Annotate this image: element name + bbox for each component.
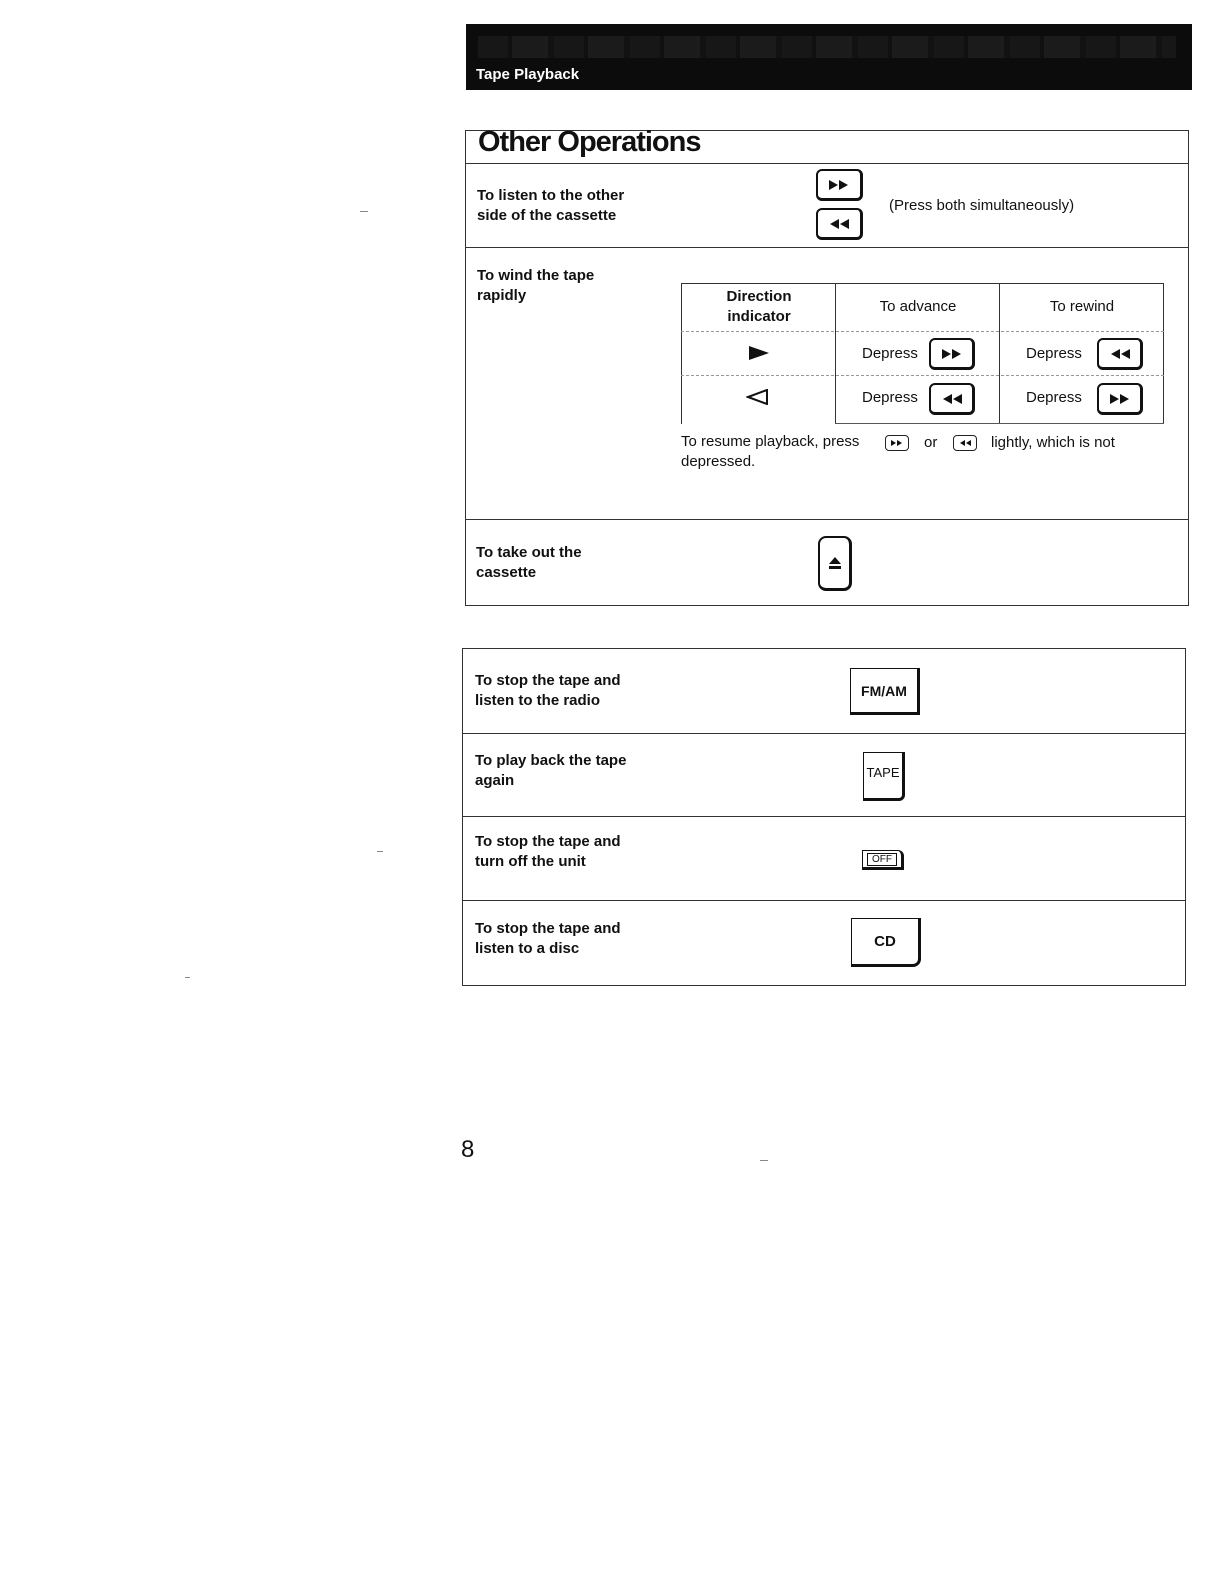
fast-forward-button[interactable] bbox=[929, 338, 975, 370]
tape-button[interactable]: TAPE bbox=[863, 752, 905, 801]
table-divider bbox=[681, 375, 1164, 376]
row-label-off: To stop the tape and turn off the unit bbox=[475, 833, 621, 870]
depress-label: Depress bbox=[862, 389, 918, 406]
to-advance-header: To advance bbox=[879, 298, 957, 315]
scan-speck bbox=[377, 851, 383, 852]
divider bbox=[465, 519, 1189, 520]
resume-text-part1: To resume playback, press bbox=[681, 433, 860, 450]
fast-forward-small-button[interactable] bbox=[885, 435, 909, 451]
scan-speck bbox=[360, 211, 368, 212]
rewind-button[interactable] bbox=[929, 383, 975, 415]
divider bbox=[465, 163, 1189, 164]
reverse-direction-icon bbox=[746, 389, 768, 405]
direction-indicator-header: Direction indicator bbox=[726, 288, 792, 325]
resume-text-part2: lightly, which is not bbox=[991, 434, 1115, 451]
fast-forward-icon bbox=[891, 440, 903, 446]
fast-forward-icon bbox=[828, 179, 850, 191]
fast-forward-icon bbox=[941, 348, 963, 360]
depress-label: Depress bbox=[862, 345, 918, 362]
row-label-tape: To play back the tape again bbox=[475, 752, 627, 789]
fast-forward-button[interactable] bbox=[1097, 383, 1143, 415]
row-label-eject: To take out the cassette bbox=[476, 544, 582, 581]
off-button-label: OFF bbox=[867, 853, 897, 866]
table-divider bbox=[681, 331, 1164, 332]
rewind-button[interactable] bbox=[816, 208, 863, 240]
header-decoration bbox=[478, 36, 1176, 58]
table-divider bbox=[835, 423, 1164, 424]
table-divider bbox=[835, 283, 836, 424]
cd-button[interactable]: CD bbox=[851, 918, 921, 967]
divider bbox=[465, 247, 1189, 248]
divider bbox=[462, 900, 1186, 901]
header-bar bbox=[466, 24, 1192, 90]
rewind-icon bbox=[828, 218, 850, 230]
simultaneous-note: (Press both simultaneously) bbox=[889, 197, 1075, 214]
resume-text-line2: depressed. bbox=[681, 453, 756, 470]
row-label-fmam: To stop the tape and listen to the radio bbox=[475, 672, 621, 709]
rewind-icon bbox=[959, 440, 971, 446]
row-label-other-side: To listen to the other side of the cassette bbox=[477, 187, 625, 224]
rewind-icon bbox=[941, 393, 963, 405]
header-title: Tape Playback bbox=[476, 66, 580, 83]
section-title: Other Operations bbox=[478, 126, 701, 158]
divider bbox=[462, 733, 1186, 734]
rewind-icon bbox=[1109, 348, 1131, 360]
table-divider bbox=[999, 283, 1000, 424]
fm-am-button[interactable]: FM/AM bbox=[850, 668, 920, 715]
rewind-button[interactable] bbox=[1097, 338, 1143, 370]
divider bbox=[462, 816, 1186, 817]
scan-speck bbox=[185, 977, 190, 978]
page-number: 8 bbox=[461, 1136, 475, 1163]
fast-forward-icon bbox=[1109, 393, 1131, 405]
depress-label: Depress bbox=[1026, 345, 1082, 362]
row-label-cd: To stop the tape and listen to a disc bbox=[475, 920, 621, 957]
scan-speck bbox=[760, 1160, 768, 1161]
eject-button[interactable] bbox=[818, 536, 852, 591]
eject-icon bbox=[828, 556, 842, 570]
depress-label: Depress bbox=[1026, 389, 1082, 406]
rewind-small-button[interactable] bbox=[953, 435, 977, 451]
resume-text-or: or bbox=[924, 434, 938, 451]
forward-direction-icon bbox=[748, 345, 770, 361]
fast-forward-button[interactable] bbox=[816, 169, 863, 201]
off-button[interactable] bbox=[862, 850, 904, 870]
row-label-wind: To wind the tape rapidly bbox=[477, 267, 595, 304]
to-rewind-header: To rewind bbox=[1049, 298, 1115, 315]
